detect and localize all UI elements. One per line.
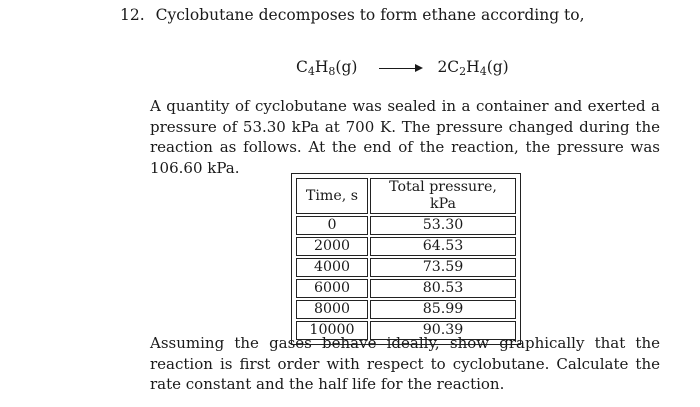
task-statement: Assuming the gases behave ideally, show graphically that the reaction is first order with respect to cyclobutane. Calculate the rate constant and the half life for the reaction. — [150, 334, 660, 393]
problem-statement: A quantity of cyclobutane was sealed in a container and exerted a pressure of 53.30 kPa at 700 K. The pressure changed during the reaction as follows. At the end of the reaction, the pressure was 106.60 kPa. — [150, 97, 660, 177]
reaction-arrow-icon — [379, 63, 423, 73]
reaction-equation — [296, 58, 509, 78]
reactant: $C_4H_8(g)$ — [296, 58, 358, 78]
pressure-cell: 64.53 — [370, 237, 516, 256]
time-cell: 10000 — [296, 321, 368, 340]
question-heading — [120, 6, 585, 24]
time-cell: 8000 — [296, 300, 368, 319]
pressure-cell: 73.59 — [370, 258, 516, 277]
pressure-cell: 85.99 — [370, 300, 516, 319]
table-row — [296, 279, 516, 298]
pressure-cell: 90.39 — [370, 321, 516, 340]
question-number: 12. — [120, 6, 145, 24]
question-intro: Cyclobutane decomposes to form ethane according to, — [155, 6, 585, 24]
pressure-cell: 80.53 — [370, 279, 516, 298]
table-row — [296, 216, 516, 235]
table-row — [296, 258, 516, 277]
product: $2C_2H_4(g)$ — [437, 58, 509, 78]
time-cell: 0 — [296, 216, 368, 235]
time-cell: 2000 — [296, 237, 368, 256]
table-row — [296, 300, 516, 319]
time-cell: 4000 — [296, 258, 368, 277]
pressure-cell: 53.30 — [370, 216, 516, 235]
table-row — [296, 237, 516, 256]
pressure-table — [291, 173, 521, 345]
table-header-row — [296, 178, 516, 214]
header-pressure: Total pressure, kPa — [370, 178, 516, 214]
time-cell: 6000 — [296, 279, 368, 298]
header-time: Time, s — [296, 178, 368, 214]
